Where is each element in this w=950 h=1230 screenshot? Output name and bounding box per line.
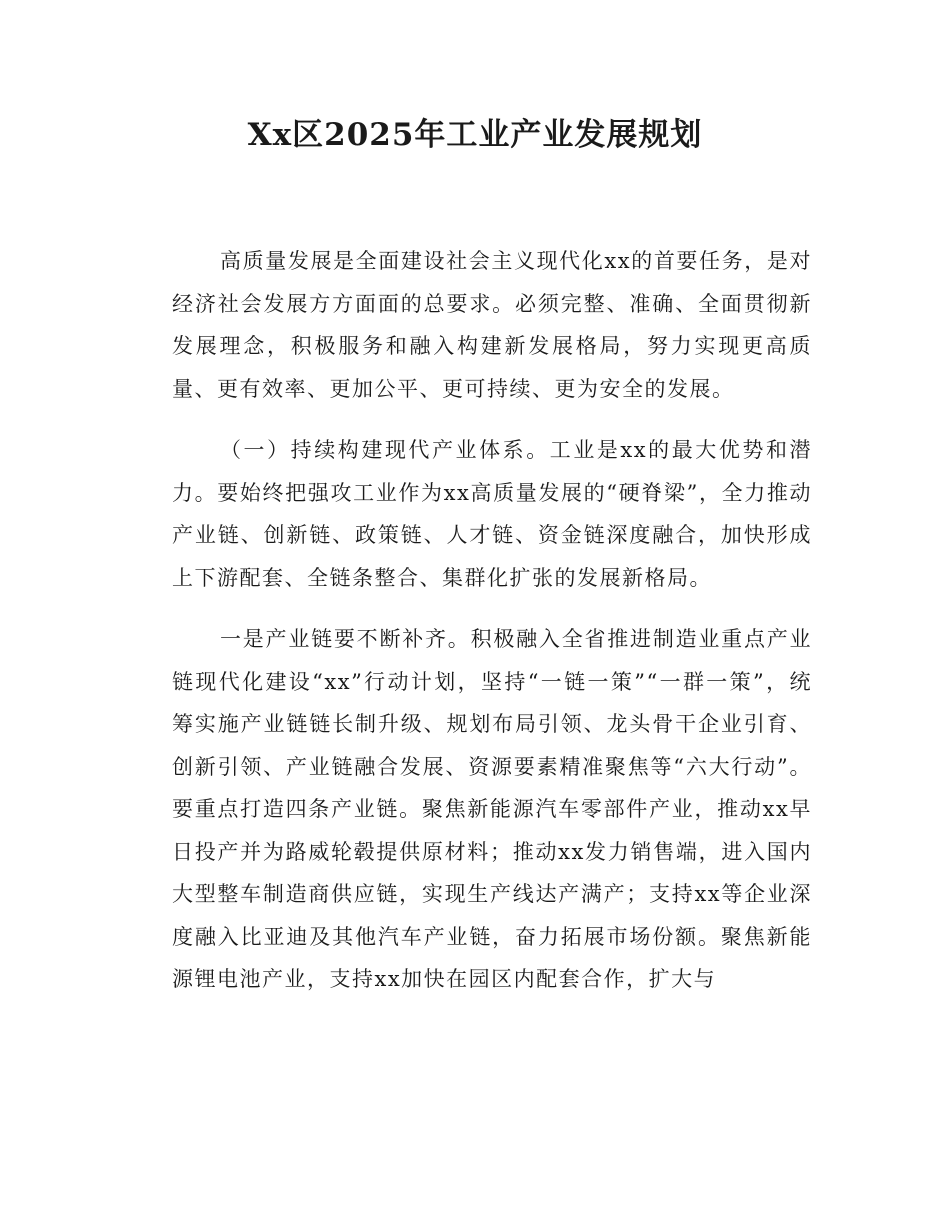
document-title: Xx区2025年工业产业发展规划 xyxy=(247,117,703,153)
paragraph-section-one: （一）持续构建现代产业体系。工业是xx的最大优势和潜力。要始终把强攻工业作为xx高质量发展的“硬脊梁”，全力推动产业链、创新链、政策链、人才链、资金链深度融合，加快形成上下游配套、全链条整合、集群化扩张的发展新格局。 xyxy=(172,438,812,590)
document-body xyxy=(172,240,812,1020)
paragraph-intro: 高质量发展是全面建设社会主义现代化xx的首要任务，是对经济社会发展方方面面的总要求。必须完整、准确、全面贯彻新发展理念，积极服务和融入构建新发展格局，努力实现更高质量、更有效率、更加公平、更可持续、更为安全的发展。 xyxy=(172,249,812,401)
paragraph-industry-chain: 一是产业链要不断补齐。积极融入全省推进制造业重点产业链现代化建设“xx”行动计划，坚持“一链一策”“一群一策”，统筹实施产业链链长制升级、规划布局引领、龙头骨干企业引育、创新引领、产业链融合发展、资源要素精准聚焦等“六大行动”。要重点打造四条产业链。聚焦新能源汽车零部件产业，推动xx早日投产并为路威轮毂提供原材料；推动xx发力销售端，进入国内大型整车制造商供应链，实现生产线达产满产；支持xx等企业深度融入比亚迪及其他汽车产业链，奋力拓展市场份额。聚焦新能源锂电池产业，支持xx加快在园区内配套合作，扩大与 xyxy=(172,627,812,991)
